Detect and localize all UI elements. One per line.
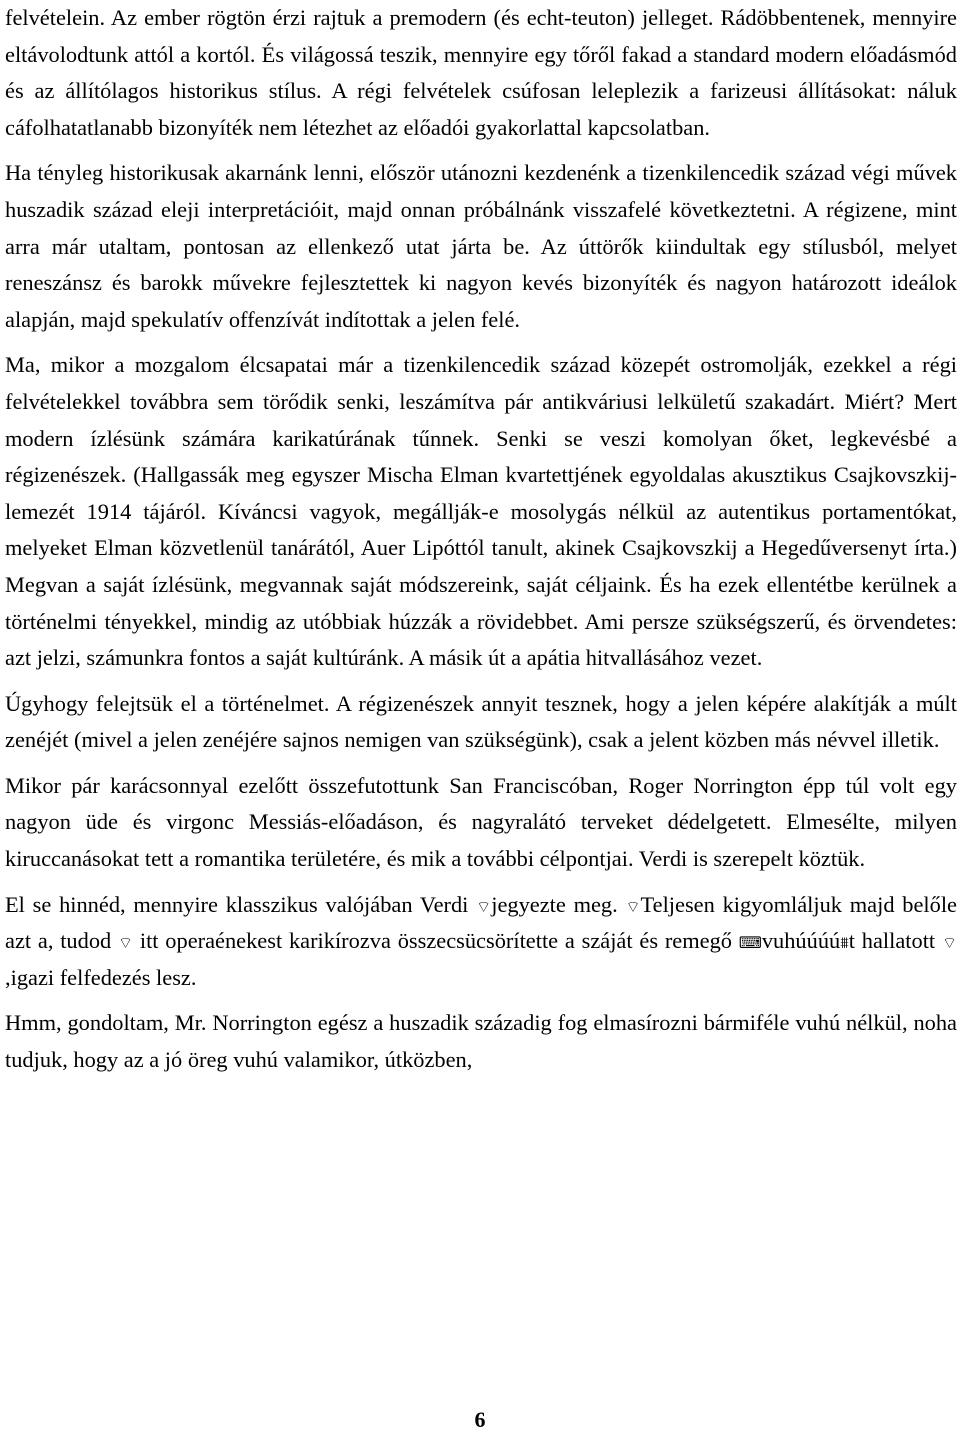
- paragraph: Hmm, gondoltam, Mr. Norrington egész a huszadik századig fog elmasírozni bármiféle vuhú nélkül, noha tudjuk, hogy az a jó öreg vuhú valamikor, útközben,: [5, 1010, 957, 1073]
- dash-glyph-icon: ⌔: [118, 933, 134, 953]
- paragraph-segment: jegyezte meg.: [491, 891, 626, 917]
- paragraph-segment: itt operaénekest karikírozva összecsücsörítette a száját és remegő: [133, 928, 739, 954]
- dash-glyph-icon: ⌔: [625, 896, 641, 916]
- paragraph-segment: ,igazi felfedezés lesz.: [5, 964, 197, 990]
- paragraph-segment: vuhúúúú: [761, 928, 841, 954]
- document-body: [5, 0, 957, 1079]
- paragraph-verdi-quote: [5, 887, 957, 997]
- dash-glyph-icon: ⌔: [941, 933, 957, 953]
- garbled-glyph-icon: ⩩: [840, 933, 849, 953]
- paragraph: Úgyhogy felejtsük el a történelmet. A régizenészek annyit tesznek, hogy a jelen képére alakítják a múlt zenéjét (mivel a jelen zenéjére sajnos nemigen van szükségünk), csak a jelent közben más névvel illetik.: [5, 690, 957, 753]
- paragraph-segment: Teljesen kigyomláljuk majd belőle azt a, tudod: [5, 891, 957, 954]
- paragraph: Ha tényleg historikusak akarnánk lenni, először utánozni kezdenénk a tizenkilencedik század végi művek huszadik század eleji interpretációit, majd onnan próbálnánk visszafelé következtetni. A régizene, mint arra már utaltam, pontosan az ellenkező utat járta be. Az úttörők kiindultak egy stílusból, melyet reneszánsz és barokk művekre fejlesztettek ki nagyon kevés bizonyíték és nagyon határozott ideálok alapján, majd spekulatív offenzívát indítottak a jelen felé.: [5, 160, 957, 332]
- paragraph: Mikor pár karácsonnyal ezelőtt összefutottunk San Franciscóban, Roger Norrington épp túl volt egy nagyon üde és virgonc Messiás-előadáson, és nagyralátó terveket dédelgetett. Elmesélte, milyen kiruccanásokat tett a romantika területére, és mik a további célpontjai. Verdi is szerepelt köztük.: [5, 772, 957, 872]
- paragraph-segment: El se hinnéd, mennyire klasszikus valójában Verdi: [5, 891, 477, 917]
- garbled-glyph-icon: ⌨: [738, 933, 762, 953]
- dash-glyph-icon: ⌔: [476, 896, 492, 916]
- page-number: 6: [474, 1407, 486, 1432]
- paragraph-segment: t hallatott: [848, 928, 942, 954]
- paragraph: felvételein. Az ember rögtön érzi rajtuk a premodern (és echt-teuton) jelleget. Rádöbbentenek, mennyire eltávolodtunk attól a kortól. És világossá teszik, mennyire egy tőről fakad a standard modern előadásmód és az állítólagos historikus stílus. A régi felvételek csúfosan leleplezik a farizeusi állításokat: náluk cáfolhatatlanabb bizonyíték nem létezhet az előadói gyakorlattal kapcsolatban.: [5, 5, 957, 140]
- paragraph: Ma, mikor a mozgalom élcsapatai már a tizenkilencedik század közepét ostromolják, ezekkel a régi felvételekkel továbbra sem törődik senki, leszámítva pár antikváriusi lelkületű szakadárt. Miért? Mert modern ízlésünk számára karikatúrának tűnnek. Senki se veszi komolyan őket, legkevésbé a régizenészek. (Hallgassák meg egyszer Mischa Elman kvartettjének egyoldalas akusztikus Csajkovszkij-lemezét 1914 tájáról. Kíváncsi vagyok, megállják-e mosolygás nélkül az autentikus portamentókat, melyeket Elman közvetlenül tanárától, Auer Lipóttól tanult, akinek Csajkovszkij a Hegedűversenyt írta.) Megvan a saját ízlésünk, megvannak saját módszereink, saját céljaink. És ha ezek ellentétbe kerülnek a történelmi tényekkel, mindig az utóbbiak húzzák a rövidebbet. Ami persze szükségszerű, és örvendetes: azt jelzi, számunkra fontos a saját kultúránk. A másik út a apátia hitvallásához vezet.: [5, 352, 957, 671]
